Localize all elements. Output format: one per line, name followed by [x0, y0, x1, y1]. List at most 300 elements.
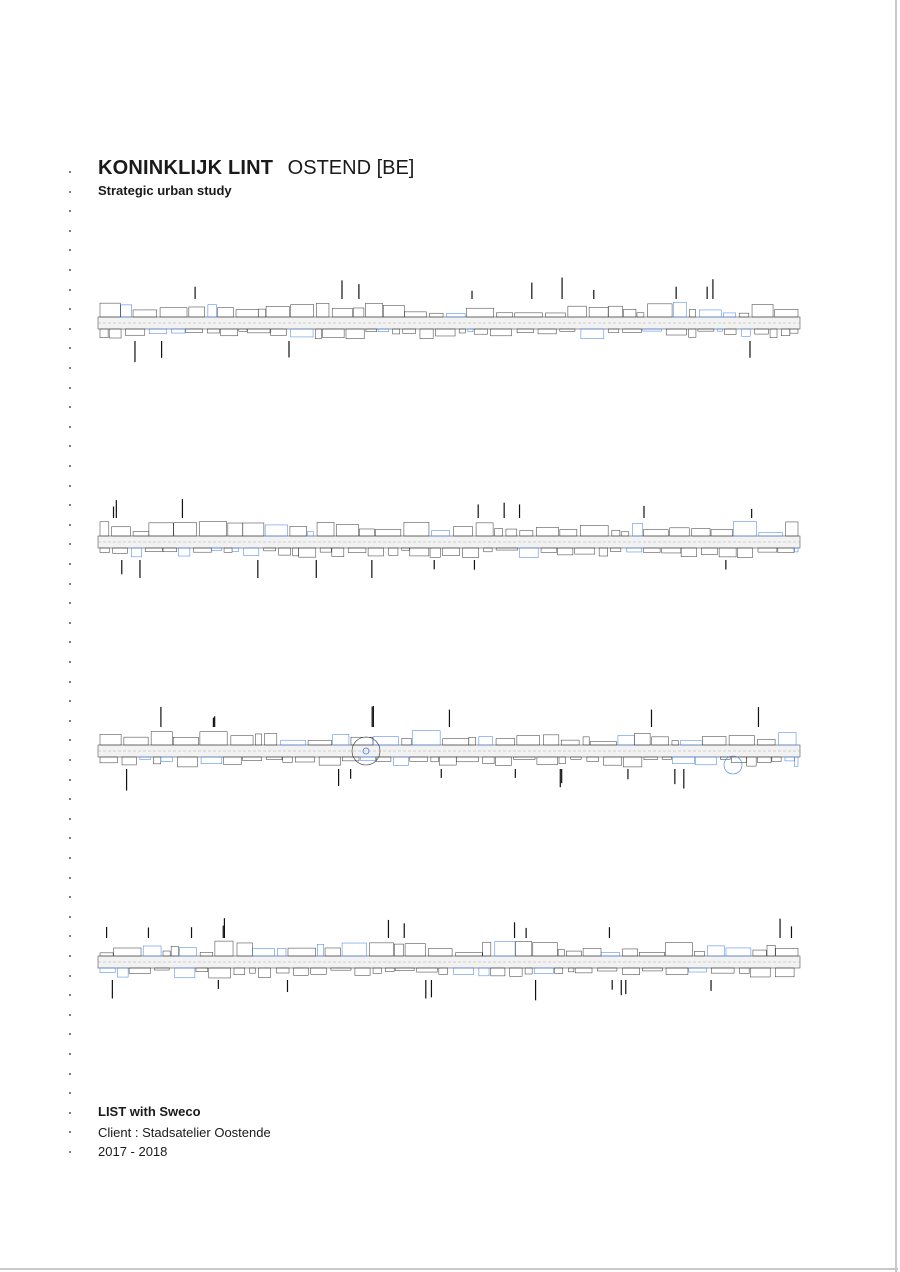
building-plan — [510, 968, 523, 976]
building-facade — [412, 731, 440, 745]
building-facade — [723, 313, 735, 317]
building-facade — [290, 526, 307, 536]
margin-dot — [69, 1131, 71, 1133]
building-plan — [248, 329, 270, 333]
building-plan — [495, 757, 511, 765]
building-plan — [581, 329, 604, 339]
building-facade — [308, 740, 332, 745]
building-facade — [336, 525, 358, 536]
margin-dot — [69, 720, 71, 722]
building-plan — [131, 548, 141, 557]
building-plan — [299, 548, 316, 557]
credit-office: LIST with Sweco — [98, 1104, 201, 1119]
building-plan — [627, 548, 642, 552]
margin-dot — [69, 171, 71, 173]
building-plan — [491, 968, 505, 976]
building-facade — [561, 740, 579, 745]
building-facade — [637, 313, 644, 317]
building-facade — [689, 309, 695, 317]
building-facade — [759, 533, 782, 536]
building-facade — [454, 526, 473, 536]
building-plan — [666, 968, 688, 975]
building-plan — [291, 329, 314, 337]
building-facade — [353, 308, 364, 317]
building-facade — [325, 948, 340, 956]
building-facade — [133, 532, 149, 536]
building-facade — [163, 951, 170, 956]
building-plan — [295, 757, 314, 762]
building-plan — [454, 968, 474, 974]
building-facade — [375, 529, 401, 536]
building-facade — [317, 944, 323, 956]
building-plan — [778, 548, 794, 553]
building-plan — [571, 757, 581, 759]
building-plan — [558, 548, 573, 555]
building-facade — [546, 313, 566, 317]
building-facade — [243, 523, 264, 536]
building-plan — [643, 329, 662, 331]
building-facade — [112, 527, 131, 536]
credit-client: Client : Stadsatelier Oostende — [98, 1125, 271, 1140]
building-facade — [583, 948, 601, 956]
building-plan — [560, 329, 575, 331]
margin-dot-column — [67, 0, 75, 1272]
building-plan — [770, 329, 777, 338]
building-facade — [590, 742, 616, 745]
building-plan — [264, 548, 276, 551]
margin-dot — [69, 249, 71, 251]
building-plan — [113, 548, 128, 553]
building-plan — [459, 329, 465, 333]
building-plan — [750, 968, 770, 977]
building-plan — [575, 548, 595, 554]
building-facade — [333, 734, 349, 745]
building-plan — [410, 548, 429, 556]
building-facade — [733, 522, 756, 536]
building-facade — [753, 950, 766, 956]
building-facade — [231, 736, 253, 745]
margin-dot — [69, 837, 71, 839]
building-plan — [403, 329, 416, 333]
building-plan — [420, 329, 433, 338]
building-facade — [466, 308, 493, 317]
margin-dot — [69, 563, 71, 565]
building-facade — [633, 523, 643, 536]
building-facade — [520, 531, 533, 536]
building-facade — [695, 951, 705, 956]
building-facade — [171, 946, 178, 956]
building-facade — [476, 523, 493, 536]
elevation-strip-2 — [96, 478, 802, 578]
building-facade — [560, 530, 577, 536]
margin-dot — [69, 1073, 71, 1075]
building-plan — [100, 757, 117, 763]
building-facade — [236, 310, 258, 317]
building-plan — [223, 757, 241, 764]
building-facade — [288, 948, 316, 956]
building-plan — [662, 757, 671, 759]
page-edge-right — [895, 0, 897, 1272]
building-plan — [662, 548, 681, 553]
building-plan — [436, 329, 456, 336]
building-plan — [537, 757, 558, 764]
margin-dot — [69, 739, 71, 741]
building-facade — [200, 732, 227, 745]
building-facade — [208, 305, 217, 317]
building-facade — [281, 740, 306, 745]
building-facade — [332, 308, 352, 317]
building-facade — [291, 305, 314, 317]
margin-dot — [69, 1112, 71, 1114]
margin-dot — [69, 779, 71, 781]
building-plan — [145, 548, 162, 552]
building-plan — [283, 757, 293, 762]
building-facade — [568, 306, 586, 317]
building-plan — [258, 968, 270, 978]
building-facade — [786, 522, 798, 536]
building-facade — [767, 945, 775, 956]
building-plan — [140, 757, 151, 760]
building-plan — [109, 329, 121, 338]
building-plan — [479, 968, 489, 976]
building-plan — [623, 757, 642, 767]
margin-dot — [69, 1014, 71, 1016]
building-facade — [307, 532, 313, 536]
building-plan — [672, 757, 694, 764]
building-plan — [125, 329, 145, 335]
building-facade — [432, 531, 450, 536]
building-facade — [124, 737, 148, 745]
building-plan — [224, 548, 232, 552]
building-plan — [117, 968, 128, 977]
margin-dot — [69, 759, 71, 761]
building-plan — [681, 548, 696, 557]
building-facade — [543, 735, 558, 745]
building-facade — [483, 942, 491, 956]
building-facade — [624, 309, 636, 317]
building-plan — [781, 329, 789, 336]
building-facade — [608, 306, 622, 317]
building-facade — [173, 737, 198, 745]
building-facade — [469, 737, 476, 745]
building-plan — [456, 757, 478, 762]
building-plan — [212, 548, 222, 551]
building-facade — [674, 302, 687, 317]
margin-dot — [69, 1092, 71, 1094]
building-facade — [566, 951, 581, 956]
building-plan — [373, 968, 381, 973]
building-plan — [129, 968, 150, 973]
margin-dot — [69, 406, 71, 408]
building-plan — [402, 548, 410, 550]
building-plan — [185, 329, 202, 333]
building-plan — [315, 329, 321, 339]
building-plan — [623, 329, 642, 333]
margin-dot — [69, 661, 71, 663]
building-plan — [323, 329, 344, 338]
building-plan — [100, 968, 115, 972]
building-facade — [383, 305, 404, 317]
elevation-strip-3 — [96, 700, 802, 800]
building-plan — [294, 968, 309, 975]
building-facade — [253, 949, 275, 956]
building-plan — [243, 757, 262, 761]
building-facade — [404, 522, 429, 536]
margin-dot — [69, 935, 71, 937]
building-plan — [608, 329, 619, 332]
building-plan — [320, 548, 331, 552]
building-plan — [443, 548, 460, 556]
building-facade — [707, 946, 724, 956]
credit-years: 2017 - 2018 — [98, 1144, 168, 1159]
building-facade — [496, 313, 512, 317]
building-facade — [670, 528, 689, 536]
margin-dot — [69, 896, 71, 898]
building-facade — [100, 953, 113, 956]
margin-dot — [69, 524, 71, 526]
building-plan — [643, 548, 660, 552]
building-facade — [342, 943, 366, 956]
building-plan — [758, 548, 777, 552]
elevation-strip-4 — [96, 908, 802, 1008]
building-plan — [196, 968, 208, 972]
building-facade — [160, 308, 187, 317]
margin-dot — [69, 289, 71, 291]
building-plan — [193, 548, 211, 552]
building-facade — [218, 308, 234, 317]
building-facade — [618, 735, 634, 745]
document-subtitle: Strategic urban study — [98, 183, 232, 198]
building-facade — [580, 525, 608, 536]
margin-dot — [69, 426, 71, 428]
building-facade — [258, 309, 265, 317]
building-plan — [666, 329, 686, 335]
margin-dot — [69, 975, 71, 977]
building-plan — [517, 329, 533, 333]
margin-dot — [69, 1151, 71, 1153]
margin-dot — [69, 916, 71, 918]
building-plan — [100, 329, 108, 338]
building-plan — [644, 757, 657, 760]
building-plan — [474, 329, 487, 334]
building-facade — [266, 306, 289, 317]
building-facade — [365, 303, 382, 317]
margin-dot — [69, 328, 71, 330]
building-plan — [484, 548, 492, 552]
building-facade — [652, 737, 669, 745]
building-facade — [775, 309, 798, 317]
building-facade — [739, 313, 749, 317]
building-plan — [395, 968, 414, 971]
building-plan — [795, 757, 798, 766]
building-facade — [726, 948, 751, 956]
building-facade — [151, 732, 172, 745]
building-facade — [601, 952, 619, 956]
building-plan — [410, 757, 428, 761]
building-plan — [293, 548, 299, 556]
building-facade — [758, 739, 776, 745]
building-facade — [621, 532, 629, 536]
building-plan — [175, 968, 195, 978]
building-plan — [695, 757, 716, 765]
building-facade — [506, 529, 517, 536]
building-plan — [439, 757, 456, 765]
building-facade — [623, 949, 638, 956]
building-facade — [114, 948, 141, 956]
building-plan — [496, 548, 517, 550]
margin-dot — [69, 308, 71, 310]
margin-dot — [69, 191, 71, 193]
building-plan — [534, 968, 553, 974]
margin-dot — [69, 485, 71, 487]
building-plan — [149, 329, 167, 334]
building-plan — [342, 757, 359, 761]
building-plan — [603, 757, 621, 765]
title-location: OSTEND [BE] — [287, 157, 415, 179]
building-facade — [255, 734, 261, 745]
building-facade — [496, 739, 515, 745]
building-plan — [100, 548, 109, 553]
building-plan — [244, 548, 259, 556]
building-plan — [348, 548, 366, 552]
building-facade — [265, 525, 287, 536]
ferris-wheel — [724, 756, 742, 774]
building-facade — [558, 949, 564, 956]
building-facade — [495, 941, 515, 956]
building-plan — [541, 548, 557, 552]
margin-dot — [69, 269, 71, 271]
building-plan — [757, 757, 771, 763]
margin-dot — [69, 857, 71, 859]
building-plan — [431, 757, 438, 762]
building-facade — [517, 736, 540, 745]
building-facade — [200, 952, 213, 956]
building-plan — [177, 757, 197, 767]
building-plan — [737, 548, 752, 558]
margin-dot — [69, 641, 71, 643]
margin-dot — [69, 955, 71, 957]
building-plan — [610, 548, 621, 551]
building-plan — [483, 757, 494, 764]
margin-dot — [69, 1053, 71, 1055]
building-facade — [643, 530, 668, 536]
building-facade — [264, 734, 276, 745]
building-plan — [490, 329, 511, 336]
building-plan — [514, 757, 535, 759]
building-plan — [221, 329, 238, 336]
building-plan — [538, 329, 556, 334]
building-plan — [276, 968, 289, 973]
building-plan — [209, 968, 231, 978]
building-plan — [717, 329, 722, 331]
building-facade — [370, 943, 394, 956]
building-plan — [739, 968, 749, 973]
building-facade — [443, 739, 469, 745]
building-facade — [639, 952, 664, 956]
building-facade — [779, 733, 796, 745]
margin-dot — [69, 798, 71, 800]
building-facade — [215, 941, 233, 956]
building-facade — [174, 523, 197, 536]
building-facade — [317, 522, 334, 536]
building-facade — [666, 943, 693, 956]
building-plan — [775, 968, 794, 977]
building-plan — [154, 968, 169, 970]
margin-dot — [69, 700, 71, 702]
building-facade — [711, 530, 733, 536]
building-plan — [725, 329, 737, 334]
building-plan — [599, 548, 608, 556]
building-plan — [232, 548, 238, 552]
building-facade — [634, 733, 650, 745]
building-plan — [178, 548, 189, 556]
building-plan — [795, 548, 798, 552]
building-facade — [277, 948, 286, 956]
margin-dot — [69, 465, 71, 467]
page-edge-bottom — [0, 1268, 898, 1270]
building-plan — [393, 757, 408, 765]
margin-dot — [69, 1033, 71, 1035]
building-plan — [559, 757, 566, 764]
building-facade — [430, 313, 444, 317]
building-facade — [100, 734, 121, 745]
building-facade — [692, 528, 710, 536]
building-plan — [207, 329, 219, 333]
building-facade — [149, 523, 173, 536]
building-facade — [316, 303, 329, 317]
building-plan — [642, 968, 662, 971]
building-plan — [785, 757, 795, 761]
building-plan — [153, 757, 160, 764]
building-facade — [583, 737, 589, 745]
building-plan — [239, 329, 247, 331]
building-plan — [201, 757, 222, 764]
building-plan — [250, 968, 256, 973]
building-facade — [394, 944, 403, 956]
building-facade — [729, 736, 754, 745]
building-plan — [711, 968, 734, 973]
building-plan — [361, 757, 376, 760]
building-plan — [439, 968, 448, 974]
building-facade — [405, 944, 425, 956]
building-plan — [319, 757, 340, 765]
building-plan — [463, 548, 479, 557]
margin-dot — [69, 602, 71, 604]
building-plan — [385, 968, 394, 971]
building-facade — [672, 741, 679, 745]
building-plan — [554, 968, 562, 973]
building-plan — [575, 968, 592, 973]
margin-dot — [69, 504, 71, 506]
margin-dot — [69, 583, 71, 585]
elevation-strip-1 — [96, 275, 802, 375]
building-facade — [494, 529, 502, 536]
building-plan — [332, 548, 344, 557]
building-plan — [689, 329, 696, 337]
building-facade — [143, 946, 161, 956]
building-facade — [699, 310, 721, 317]
margin-dot — [69, 877, 71, 879]
building-facade — [589, 307, 608, 317]
building-facade — [133, 310, 157, 317]
building-facade — [121, 305, 132, 317]
building-plan — [122, 757, 136, 765]
building-plan — [417, 968, 438, 972]
margin-dot — [69, 210, 71, 212]
building-facade — [456, 953, 483, 956]
margin-dot — [69, 622, 71, 624]
margin-dot — [69, 445, 71, 447]
